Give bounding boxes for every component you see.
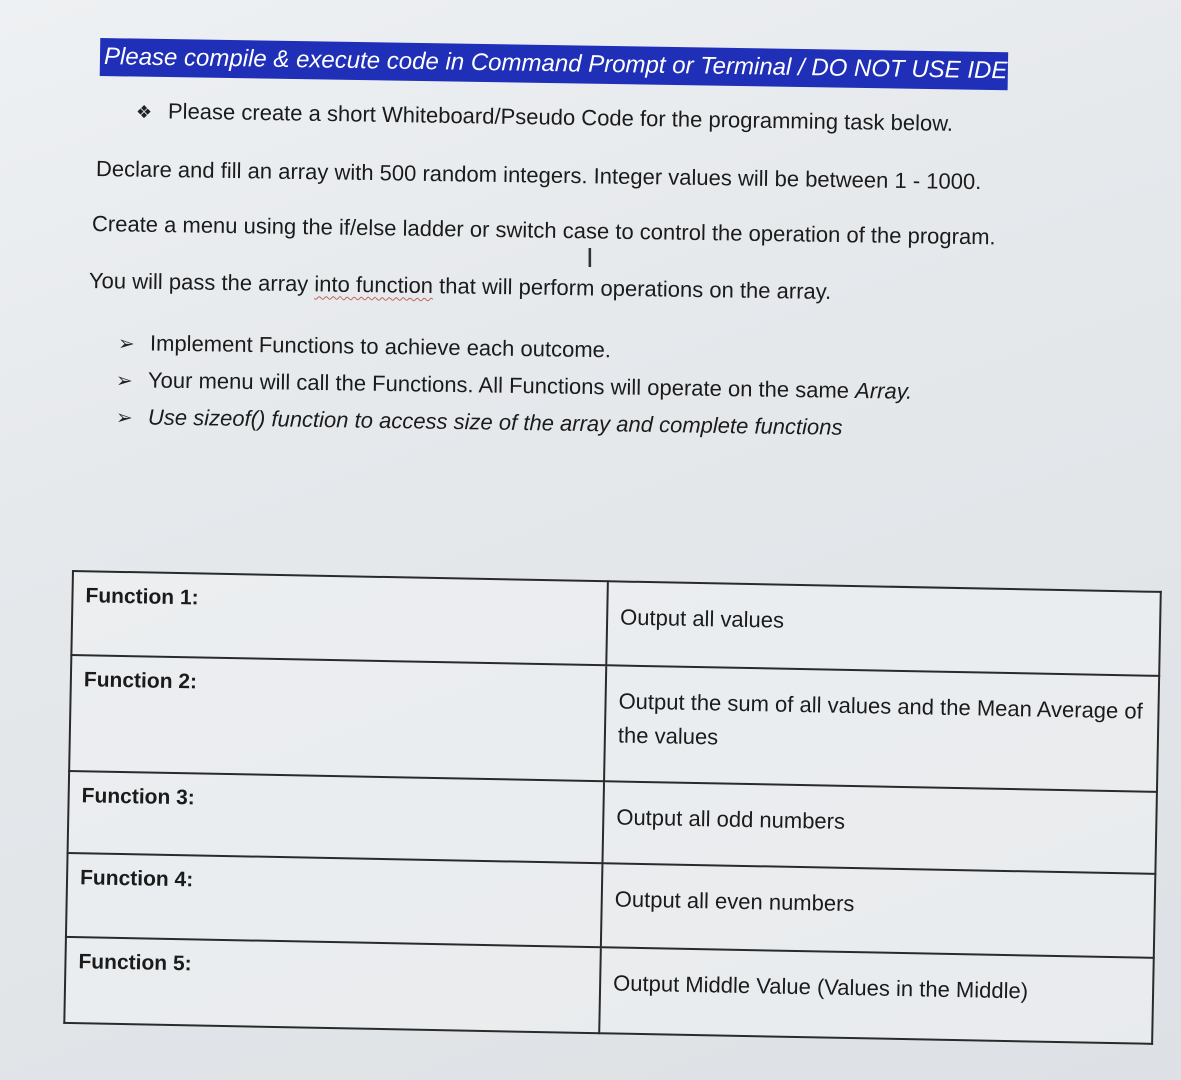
function-label: Function 2:: [69, 655, 606, 781]
paragraph-menu: Create a menu using the if/else ladder or switch case to control the operation of the program.: [91, 211, 996, 250]
instruction-banner: Please compile & execute code in Command Prompt or Terminal / DO NOT USE IDE: [100, 38, 1008, 90]
function-label: Function 3:: [68, 771, 604, 863]
function-label: Function 4:: [66, 853, 603, 947]
function-description: Output Middle Value (Values in the Middle): [599, 947, 1154, 1044]
table-row: [69, 655, 1159, 792]
spellcheck-underlined-text: into function: [314, 271, 434, 299]
sub-bullet-3-text: Use sizeof() function to access size of the array and complete functions: [147, 404, 843, 440]
sub-bullet-1: [118, 330, 611, 363]
arrow-bullet-icon: ➢: [117, 333, 135, 356]
main-bullet-text: Please create a short Whiteboard/Pseudo Code for the programming task below.: [167, 98, 954, 136]
function-label: Function 5:: [64, 937, 601, 1033]
arrow-bullet-icon: ➢: [115, 407, 133, 430]
sub-bullet-2-text: Your menu will call the Functions. All Functions will operate on the same: [147, 367, 856, 403]
paragraph-function: [89, 268, 832, 305]
function-label: Function 1:: [71, 571, 608, 665]
paragraph-function-before: You will pass the array: [88, 268, 315, 297]
paragraph-array: Declare and fill an array with 500 random integers. Integer values will be between 1 - 1000.: [95, 156, 982, 195]
diamond-bullet-icon: ❖: [135, 102, 153, 123]
sub-bullet-3: [116, 404, 843, 441]
main-bullet: [136, 98, 953, 137]
function-description: Output all odd numbers: [602, 781, 1156, 874]
function-description: Output the sum of all values and the Mean Average of the values: [604, 665, 1159, 792]
function-description: Output all values: [606, 581, 1161, 676]
arrow-bullet-icon: ➢: [115, 370, 133, 393]
functions-table: [63, 570, 1162, 1045]
paragraph-function-after: that will perform operations on the array.: [432, 273, 832, 305]
sub-bullet-2-italic: Array.: [854, 377, 913, 404]
text-cursor-icon: I: [586, 244, 594, 274]
function-description: Output all even numbers: [601, 863, 1156, 958]
sub-bullet-2: [116, 367, 913, 405]
sub-bullet-1-text: Implement Functions to achieve each outcome.: [149, 330, 612, 363]
